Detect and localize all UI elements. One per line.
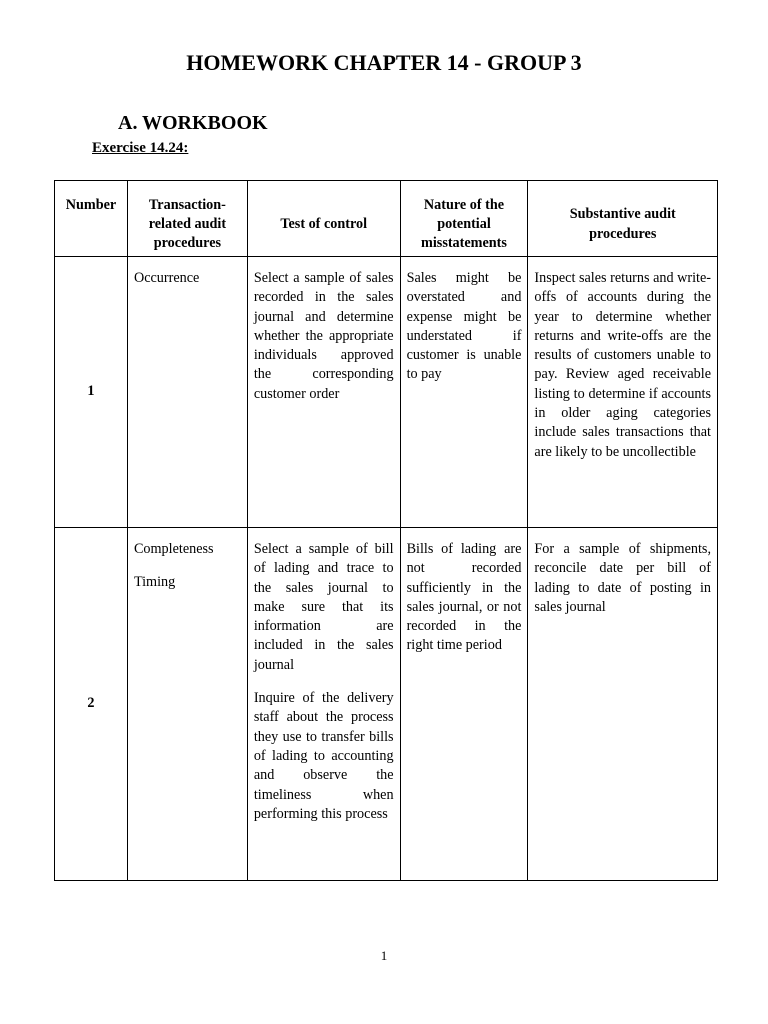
section-heading	[118, 112, 268, 135]
header-substantive-procedures: Substantive audit procedures	[528, 181, 718, 257]
objectives-cell	[127, 257, 247, 528]
objective-item: Completeness	[133, 541, 214, 557]
control-test-item: Select a sample of bill of lading and trace to the sales journal to make sure that its information are included in the sales journal	[253, 541, 394, 673]
control-test-item: Inquire of the delivery staff about the process they use to transfer bills of lading to accounting and observe the timeliness when performing this process	[253, 690, 394, 822]
header-potential-misstatements: Nature of the potential misstatements	[400, 181, 528, 257]
header-test-of-control: Test of control	[247, 181, 400, 257]
section-number: A.	[118, 112, 138, 134]
row-number: 2	[55, 528, 128, 881]
exercise-heading: Exercise 14.24:	[92, 140, 189, 156]
test-of-control-cell	[247, 257, 400, 528]
header-number: Number	[55, 181, 128, 257]
test-of-control-cell	[247, 528, 400, 881]
objective-item: Occurrence	[133, 270, 200, 286]
audit-procedures-table	[54, 180, 718, 881]
misstatement-cell: Bills of lading are not recorded sufficiently in the sales journal, or not recorded in the right time period	[400, 528, 528, 881]
objective-item: Timing	[133, 574, 176, 591]
header-transaction-procedures: Transaction-related audit procedures	[127, 181, 247, 257]
page-number: 1	[380, 948, 388, 963]
table-row	[55, 257, 718, 528]
substantive-cell: Inspect sales returns and write-offs of accounts during the year to determine whether returns and write-offs are the results of customers unable to pay. Review aged receivable listing to determine if accounts in older aging categories include sales transactions that are likely to be uncollectible	[528, 257, 718, 528]
document-title: HOMEWORK CHAPTER 14 - GROUP 3	[186, 50, 582, 75]
section-title: WORKBOOK	[142, 112, 268, 134]
row-number: 1	[55, 257, 128, 528]
misstatement-cell: Sales might be overstated and expense might be understated if customer is unable to pay	[400, 257, 528, 528]
table-row	[55, 528, 718, 881]
control-test-item: Select a sample of sales recorded in the sales journal and determine whether the appropriate individuals approved the corresponding customer order	[253, 270, 394, 402]
objectives-cell	[127, 528, 247, 881]
substantive-cell: For a sample of shipments, reconcile date per bill of lading to date of posting in sales journal	[528, 528, 718, 881]
table-header-row	[55, 181, 718, 257]
